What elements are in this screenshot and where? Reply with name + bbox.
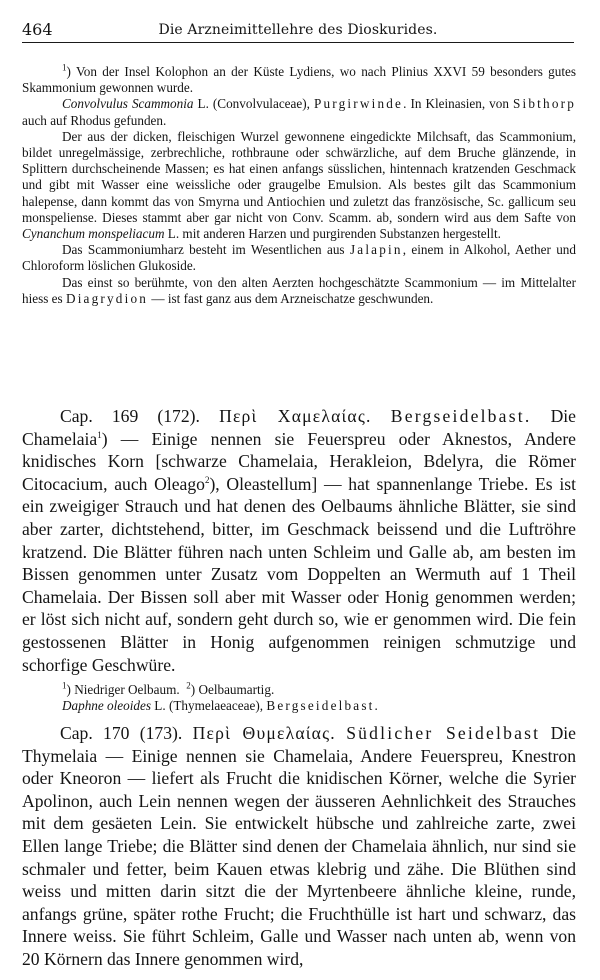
- plant-title: Südlicher Seidelbast: [346, 723, 541, 743]
- chapter-169-body: [22, 405, 576, 676]
- note-text: , einem in Alkohol, Aether und Chloroform löslichen Glukoside.: [22, 242, 576, 274]
- greek-title: Περὶ Θυμελαίας.: [192, 723, 336, 743]
- note-jalapin: [22, 242, 576, 274]
- footnote-line: [22, 682, 576, 698]
- spaced-term: Purgirwinde: [313, 96, 404, 112]
- greek-title: Περὶ Χαμελαίας.: [219, 406, 372, 426]
- page-header: [22, 20, 574, 43]
- footnote-mark: 1: [97, 429, 102, 440]
- body-text: ) — Einige nennen sie Feuerspreu oder Aknestos, Andere knidisches Korn [schwarze Chamelaia, Herakleion, Bdelyra, die Römer Citocacium, auch Oleago: [22, 428, 576, 494]
- species-name: Cynanchum monspeliacum: [22, 226, 165, 242]
- footnote-kolophon: [22, 64, 576, 96]
- note-text: . In Kleinasien, von: [403, 96, 513, 112]
- note-text: L. (Convolvulaceae),: [193, 96, 314, 112]
- footnote-text: .: [374, 698, 378, 714]
- page-number: 464: [22, 20, 53, 39]
- footnote-mark: 2: [204, 474, 210, 485]
- note-diagrydion: [22, 275, 576, 307]
- footnote-mark: 2: [186, 680, 191, 691]
- species-name: Convolvulus Scammonia: [62, 96, 194, 112]
- footnote-text: ) Niedriger Oelbaum.: [66, 682, 180, 698]
- chapter-170: [22, 722, 576, 971]
- spaced-term: Bergseidelbast: [266, 698, 375, 714]
- chapter-heading: Cap. 169 (172).: [60, 406, 200, 426]
- author-name: Sibthorp: [512, 96, 576, 112]
- running-title: Die Arzneimittellehre des Dioskurides.: [158, 22, 438, 38]
- body-text: ), Oleastellum] — hat spannenlange Triebe. Es ist ein zweigiger Strauch und hat denen des Oelbaums ähnliche Blätter, sie sind aber zarter, dichtstehend, bitter, im Geschmack beissend und die Luftröhre kratzend. Die Blätter führen nach unten Schleim und Galle ab, am besten im Bissen genommen unter Zusatz vom Doppelten an Wermuth auf 1 Theil Chamelaia. Der Bissen soll aber mit Wasser oder Honig genommen werden; er löst sich nicht auf, sondern geht durch so, wie er genommen wird. Die fein gestossenen Blätter in Honig aufgenommen reinigen schmutzige und schorfige Geschwüre.: [22, 473, 576, 675]
- body-text: Die Chamelaia: [22, 406, 576, 449]
- note-text: Das Scammoniumharz besteht im Wesentlichen aus: [62, 242, 350, 258]
- note-text: — ist fast ganz aus dem Arzneischatze geschwunden.: [148, 290, 434, 306]
- note-scammonium: [22, 129, 576, 242]
- footnote-text: ) Von der Insel Kolophon an der Küste Lydiens, wo nach Plinius XXVI 59 besonders gutes Skammonium gewonnen wurde.: [22, 64, 576, 96]
- footnote-text: ) Oelbaumartig.: [190, 682, 275, 698]
- note-text: L. mit anderen Harzen und purgirenden Substanzen hergestellt.: [164, 226, 501, 242]
- note-convolvulus: [22, 96, 576, 128]
- spaced-term: Diagrydion: [65, 290, 149, 306]
- chapter-170-body: [22, 722, 576, 971]
- chapter-169: [22, 405, 576, 715]
- plant-title: Bergseidelbast.: [390, 406, 532, 426]
- chapter-169-footnotes: [22, 682, 576, 714]
- note-text: Der aus der dicken, fleischigen Wurzel gewonnene eingedickte Milchsaft, das Scammonium, bildet unregelmässige, zerbrechliche, rothbraune oder schwärzliche, auf dem Bruche glänzende, in Splittern durchscheinende Massen; es hat einen anfangs süsslichen, hintennach kratzenden Geschmack und gibt mit Wasser eine weissliche oder graugelbe Emulsion. Als bestes gilt das Scammonium halepense, dann kommt das von Smyrna und Antiochien und zuletzt das französische, Sc. gallicum seu monspeliense. Dieses stammt aber gar nicht von Conv. Scamm. ab, sondern wird aus dem Safte von: [22, 128, 576, 225]
- footnote-line: [22, 698, 576, 714]
- footnote-text: L. (Thymelaeaceae),: [151, 698, 267, 714]
- body-text: Die Thymelaia — Einige nennen sie Chamelaia, Andere Feuerspreu, Knestron oder Kneoron — liefert als Frucht die knidischen Körner, welche die Syrier Apolinon, auch Lein nennen wegen der äusseren Aehnlichkeit des Strauches mit dem gesäeten Lein. Sie entwickelt hübsche und zahlreiche zarte, zwei Ellen lange Triebe; die Blätter sind denen der Chamelaia ähnlich, nur sind sie schmaler und fetter, beim Kauen etwas klebrig und zähe. Die Blüthen sind weiss und mitten darin sitzt die der Myrtenbeere ähnliche kleine, runde, anfangs grüne, später rothe Frucht; die Fruchthülle ist hart und schwarz, das Innere weiss. Sie führt Schleim, Galle und Wasser nach unten ab, wenn von 20 Körnern das Innere genommen wird,: [22, 723, 576, 969]
- chapter-heading: Cap. 170 (173).: [60, 723, 183, 743]
- footnote-mark: 1: [62, 680, 67, 691]
- spaced-term: Jalapin: [349, 242, 403, 258]
- species-name: Daphne oleoides: [62, 698, 151, 714]
- note-text: auch auf Rhodus gefunden.: [22, 112, 167, 128]
- footnote-mark: 1: [62, 62, 67, 73]
- top-footnotes: [22, 64, 576, 307]
- note-text: Das einst so berühmte, von den alten Aerzten hochgeschätzte Scammonium — im Mittelalter hiess es: [22, 274, 576, 306]
